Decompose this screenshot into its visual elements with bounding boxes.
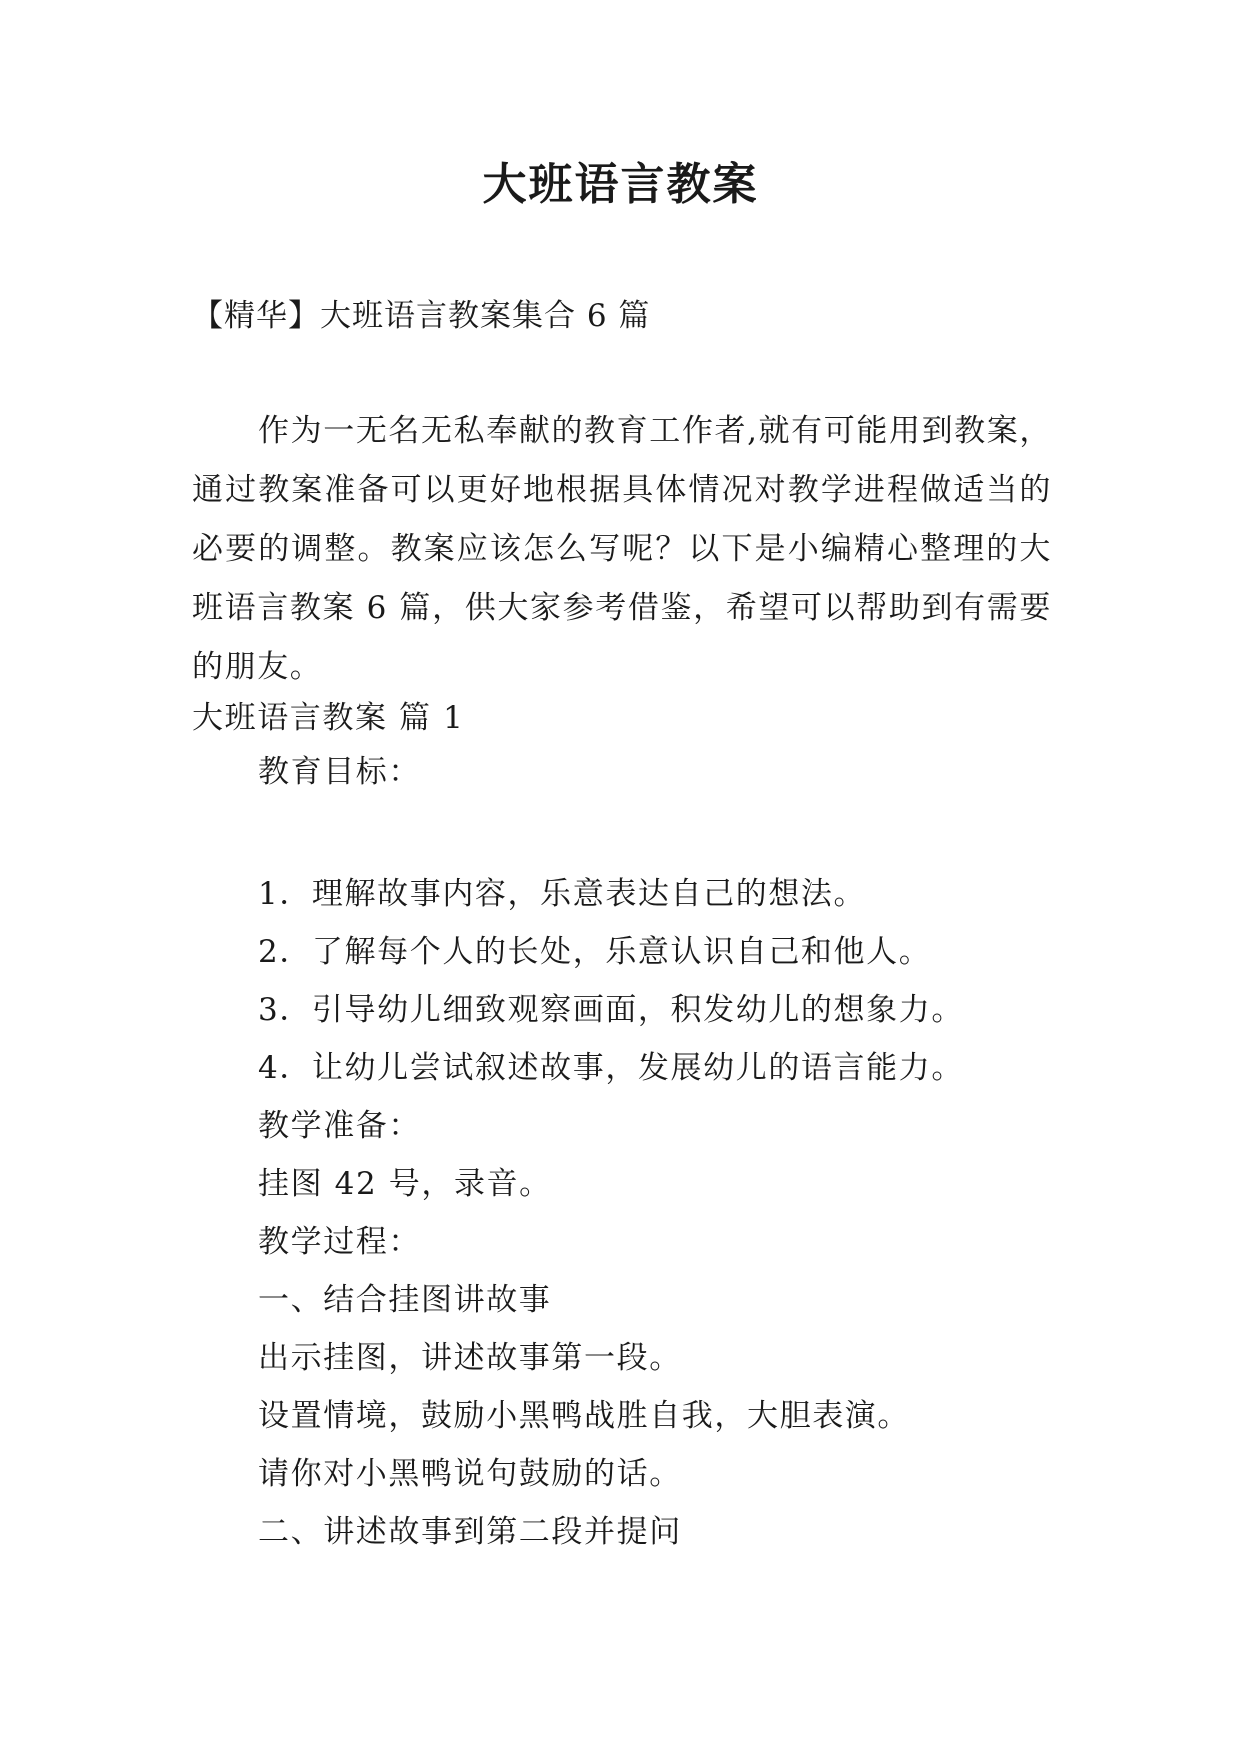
document-title: 大班语言教案 xyxy=(482,159,759,210)
prep-text: 挂图 42 号，录音。 xyxy=(258,1166,552,1202)
step1-line-3: 请你对小黑鸭说句鼓励的话。 xyxy=(258,1456,682,1492)
goals-label: 教育目标： xyxy=(258,754,421,790)
step1-line-1: 出示挂图，讲述故事第一段。 xyxy=(258,1340,682,1376)
process-label: 教学过程： xyxy=(258,1224,421,1260)
step2-heading: 二、讲述故事到第二段并提问 xyxy=(258,1514,682,1550)
intro-paragraph: 作为一无名无私奉献的教育工作者,就有可能用到教案，通过教案准备可以更好地根据具体情况对教学进程做适当的必要的调整。教案应该怎么写呢？以下是小编精心整理的大班语言教案 6 篇，供大家参考借鉴，希望可以帮助到有需要的朋友。 xyxy=(192,413,1052,685)
goal-item-4: 4．让幼儿尝试叙述故事，发展幼儿的语言能力。 xyxy=(258,1050,964,1086)
prep-label: 教学准备： xyxy=(258,1108,421,1144)
goal-item-1: 1．理解故事内容，乐意表达自己的想法。 xyxy=(258,876,867,912)
step1-heading: 一、结合挂图讲故事 xyxy=(258,1282,552,1318)
step1-line-2: 设置情境，鼓励小黑鸭战胜自我，大胆表演。 xyxy=(258,1398,910,1434)
document-subtitle: 【精华】大班语言教案集合 6 篇 xyxy=(192,298,651,334)
section-heading: 大班语言教案 篇 1 xyxy=(192,700,465,736)
goal-item-3: 3．引导幼儿细致观察画面，积发幼儿的想象力。 xyxy=(258,992,964,1028)
goal-item-2: 2．了解每个人的长处，乐意认识自己和他人。 xyxy=(258,934,932,970)
